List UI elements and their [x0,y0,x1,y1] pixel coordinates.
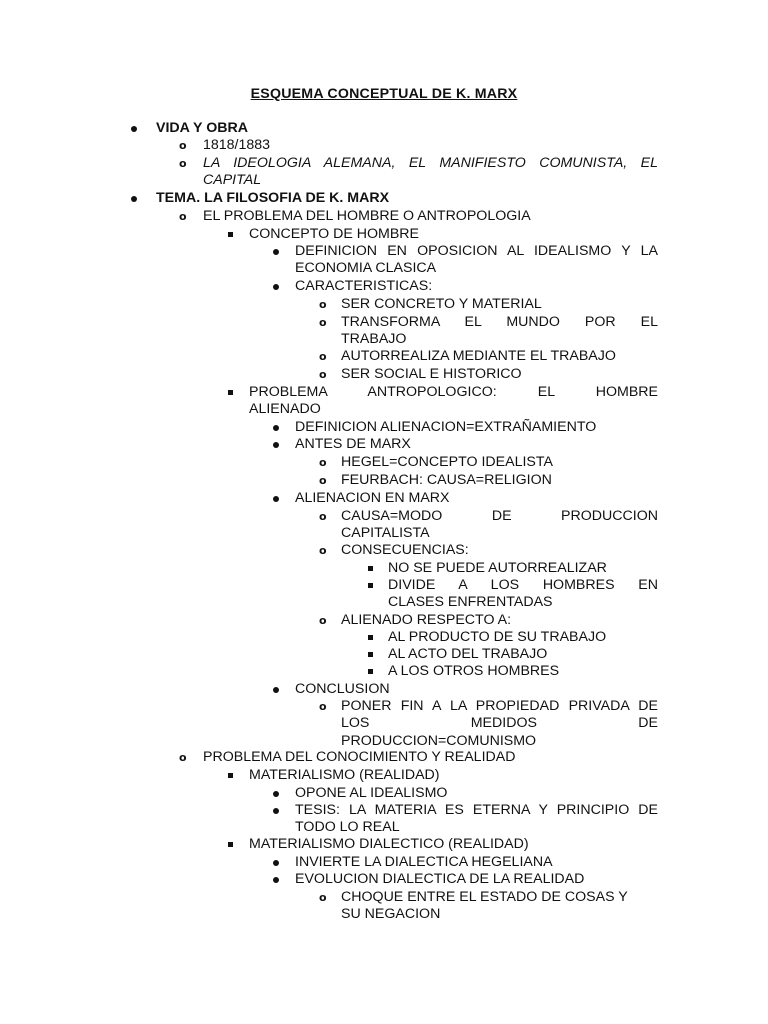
bullet-disc-icon [273,877,279,883]
bullet-disc-icon [273,442,279,448]
bullet-circle-icon: o [319,700,327,713]
outline-text: AL PRODUCTO DE SU TRABAJO [388,629,607,645]
outline-text: EL PROBLEMA DEL HOMBRE O ANTROPOLOGIA [203,208,531,224]
outline-item-consecuencias [319,542,658,559]
outline-item-causa [319,508,658,543]
outline-item-works [179,155,658,190]
outline-text: PROBLEMA DEL CONOCIMIENTO Y REALIDAD [203,749,516,765]
outline-text: CAUSA=MODO DE PRODUCCION [341,508,658,524]
bullet-square-icon [368,669,373,674]
outline-text: PRODUCCION=COMUNISMO [341,732,537,749]
bullet-disc-icon [131,126,137,132]
bullet-circle-icon: o [319,456,327,469]
outline-text: HEGEL=CONCEPTO IDEALISTA [341,454,553,470]
outline-text: TRABAJO [341,331,407,348]
outline-text: ALIENADO RESPECTO A: [341,612,512,628]
outline-item-tesis [295,802,658,837]
bullet-square-icon [368,652,373,657]
outline-text: TESIS: LA MATERIA ES ETERNA Y PRINCIPIO DE [295,802,658,818]
bullet-circle-icon: o [319,614,327,627]
bullet-circle-icon: o [179,157,187,170]
outline-item-tema [156,190,658,207]
outline-item-definicion [295,243,658,278]
outline-item-antes [295,436,658,453]
outline-text: 1818/1883 [203,137,271,153]
outline-item-conclusion [295,681,658,698]
outline-text: MATERIALISMO (REALIDAD) [249,767,440,783]
bullet-square-icon [228,232,233,237]
outline-item-conclusion-1 [319,698,658,750]
outline-text: CONCEPTO DE HOMBRE [249,226,420,242]
outline-text: CLASES ENFRENTADAS [388,594,553,611]
outline-text: CARACTERISTICAS: [295,278,433,294]
outline-text: CAPITAL [203,172,262,189]
outline-item-caract-4 [319,366,658,383]
outline-text: SER SOCIAL E HISTORICO [341,366,522,382]
outline-text: MATERIALISMO DIALECTICO (REALIDAD) [249,836,529,852]
bullet-disc-icon [273,284,279,290]
outline-item-problema [249,384,658,419]
bullet-square-icon [368,635,373,640]
outline-text: ANTES DE MARX [295,436,411,452]
bullet-circle-icon: o [319,368,327,381]
bullet-circle-icon: o [319,891,327,904]
bullet-disc-icon [273,425,279,431]
outline-item-caract-1 [319,296,658,313]
bullet-disc-icon [273,808,279,814]
outline-text: ALIENACION EN MARX [295,490,450,506]
outline-item-alienado-1 [388,629,658,646]
outline-item-consec-1 [388,560,658,577]
bullet-square-icon [228,842,233,847]
bullet-circle-icon: o [319,544,327,557]
outline-text: INVIERTE LA DIALECTICA HEGELIANA [295,854,553,870]
outline-item-caracteristicas [295,278,658,295]
outline-heading: TEMA. LA FILOSOFIA DE K. MARX [156,190,390,206]
bullet-disc-icon [273,496,279,502]
outline-text: DEFINICION EN OPOSICION AL IDEALISMO Y LA [295,243,658,259]
outline-text: AL ACTO DEL TRABAJO [388,646,548,662]
bullet-square-icon [368,566,373,571]
bullet-circle-icon: o [319,510,327,523]
outline-text: CHOQUE ENTRE EL ESTADO DE COSAS Y [341,889,628,905]
bullet-square-icon [228,773,233,778]
bullet-circle-icon: o [319,474,327,487]
outline-text: OPONE AL IDEALISMO [295,785,448,801]
outline-item-invierte [295,854,658,871]
outline-text: LOS MEDIDOS DE [341,715,658,732]
bullet-disc-icon [131,196,137,202]
outline-item-consec-2 [388,577,658,612]
outline-text: SU NEGACION [341,906,441,923]
outline-item-caract-2 [319,314,658,349]
outline-item-alienado-3 [388,663,658,680]
bullet-disc-icon [273,860,279,866]
outline-text: FEURBACH: CAUSA=RELIGION [341,472,552,488]
outline-item-hegel [319,454,658,471]
bullet-circle-icon: o [179,751,187,764]
bullet-square-icon [368,583,373,588]
outline-text: EVOLUCION DIALECTICA DE LA REALIDAD [295,871,585,887]
outline-text: TRANSFORMA EL MUNDO POR EL [341,314,658,330]
outline-item-caract-3 [319,348,658,365]
page-title: ESQUEMA CONCEPTUAL DE K. MARX [250,86,518,102]
outline-text: PONER FIN A LA PROPIEDAD PRIVADA DE [341,698,658,714]
outline-text: CONSECUENCIAS: [341,542,469,558]
outline-text: LA IDEOLOGIA ALEMANA, EL MANIFIESTO COMUNISTA, EL [203,155,658,171]
outline-item-dialectico [249,836,658,853]
bullet-circle-icon: o [179,210,187,223]
outline-text: ALIENADO [249,401,321,418]
outline-item-evolucion [295,871,658,888]
outline-text: CAPITALISTA [341,525,430,542]
bullet-disc-icon [273,791,279,797]
outline-item-materialismo [249,767,658,784]
outline-text: ECONOMIA CLASICA [295,260,437,277]
outline-item-alienado [319,612,658,629]
outline-text: AUTORREALIZA MEDIANTE EL TRABAJO [341,348,616,364]
outline-text: A LOS OTROS HOMBRES [388,663,560,679]
outline-item-vida [156,120,658,137]
outline-text: SER CONCRETO Y MATERIAL [341,296,542,312]
bullet-circle-icon: o [319,316,327,329]
outline-text: TODO LO REAL [295,819,400,836]
outline-text: DEFINICION ALIENACION=EXTRAÑAMIENTO [295,419,597,435]
outline-item-def-alienacion [295,419,658,436]
bullet-square-icon [228,390,233,395]
outline-item-alienado-2 [388,646,658,663]
outline-text: NO SE PUEDE AUTORREALIZAR [388,560,607,576]
outline-text: PROBLEMA ANTROPOLOGICO: EL HOMBRE [249,384,658,400]
outline-item-dates [179,137,658,154]
outline-item-choque [319,889,658,924]
bullet-circle-icon: o [319,298,327,311]
outline-text: CONCLUSION [295,681,390,697]
outline-item-alienacion-marx [295,490,658,507]
bullet-disc-icon [273,249,279,255]
outline-item-opone [295,785,658,802]
bullet-disc-icon [273,687,279,693]
outline-text: DIVIDE A LOS HOMBRES EN [388,577,658,593]
outline-item-concepto [249,226,658,243]
outline-item-conocimiento [179,749,658,766]
outline-item-antropologia [179,208,658,225]
bullet-circle-icon: o [179,139,187,152]
outline-item-feurbach [319,472,658,489]
bullet-circle-icon: o [319,350,327,363]
outline-heading: VIDA Y OBRA [156,120,248,136]
